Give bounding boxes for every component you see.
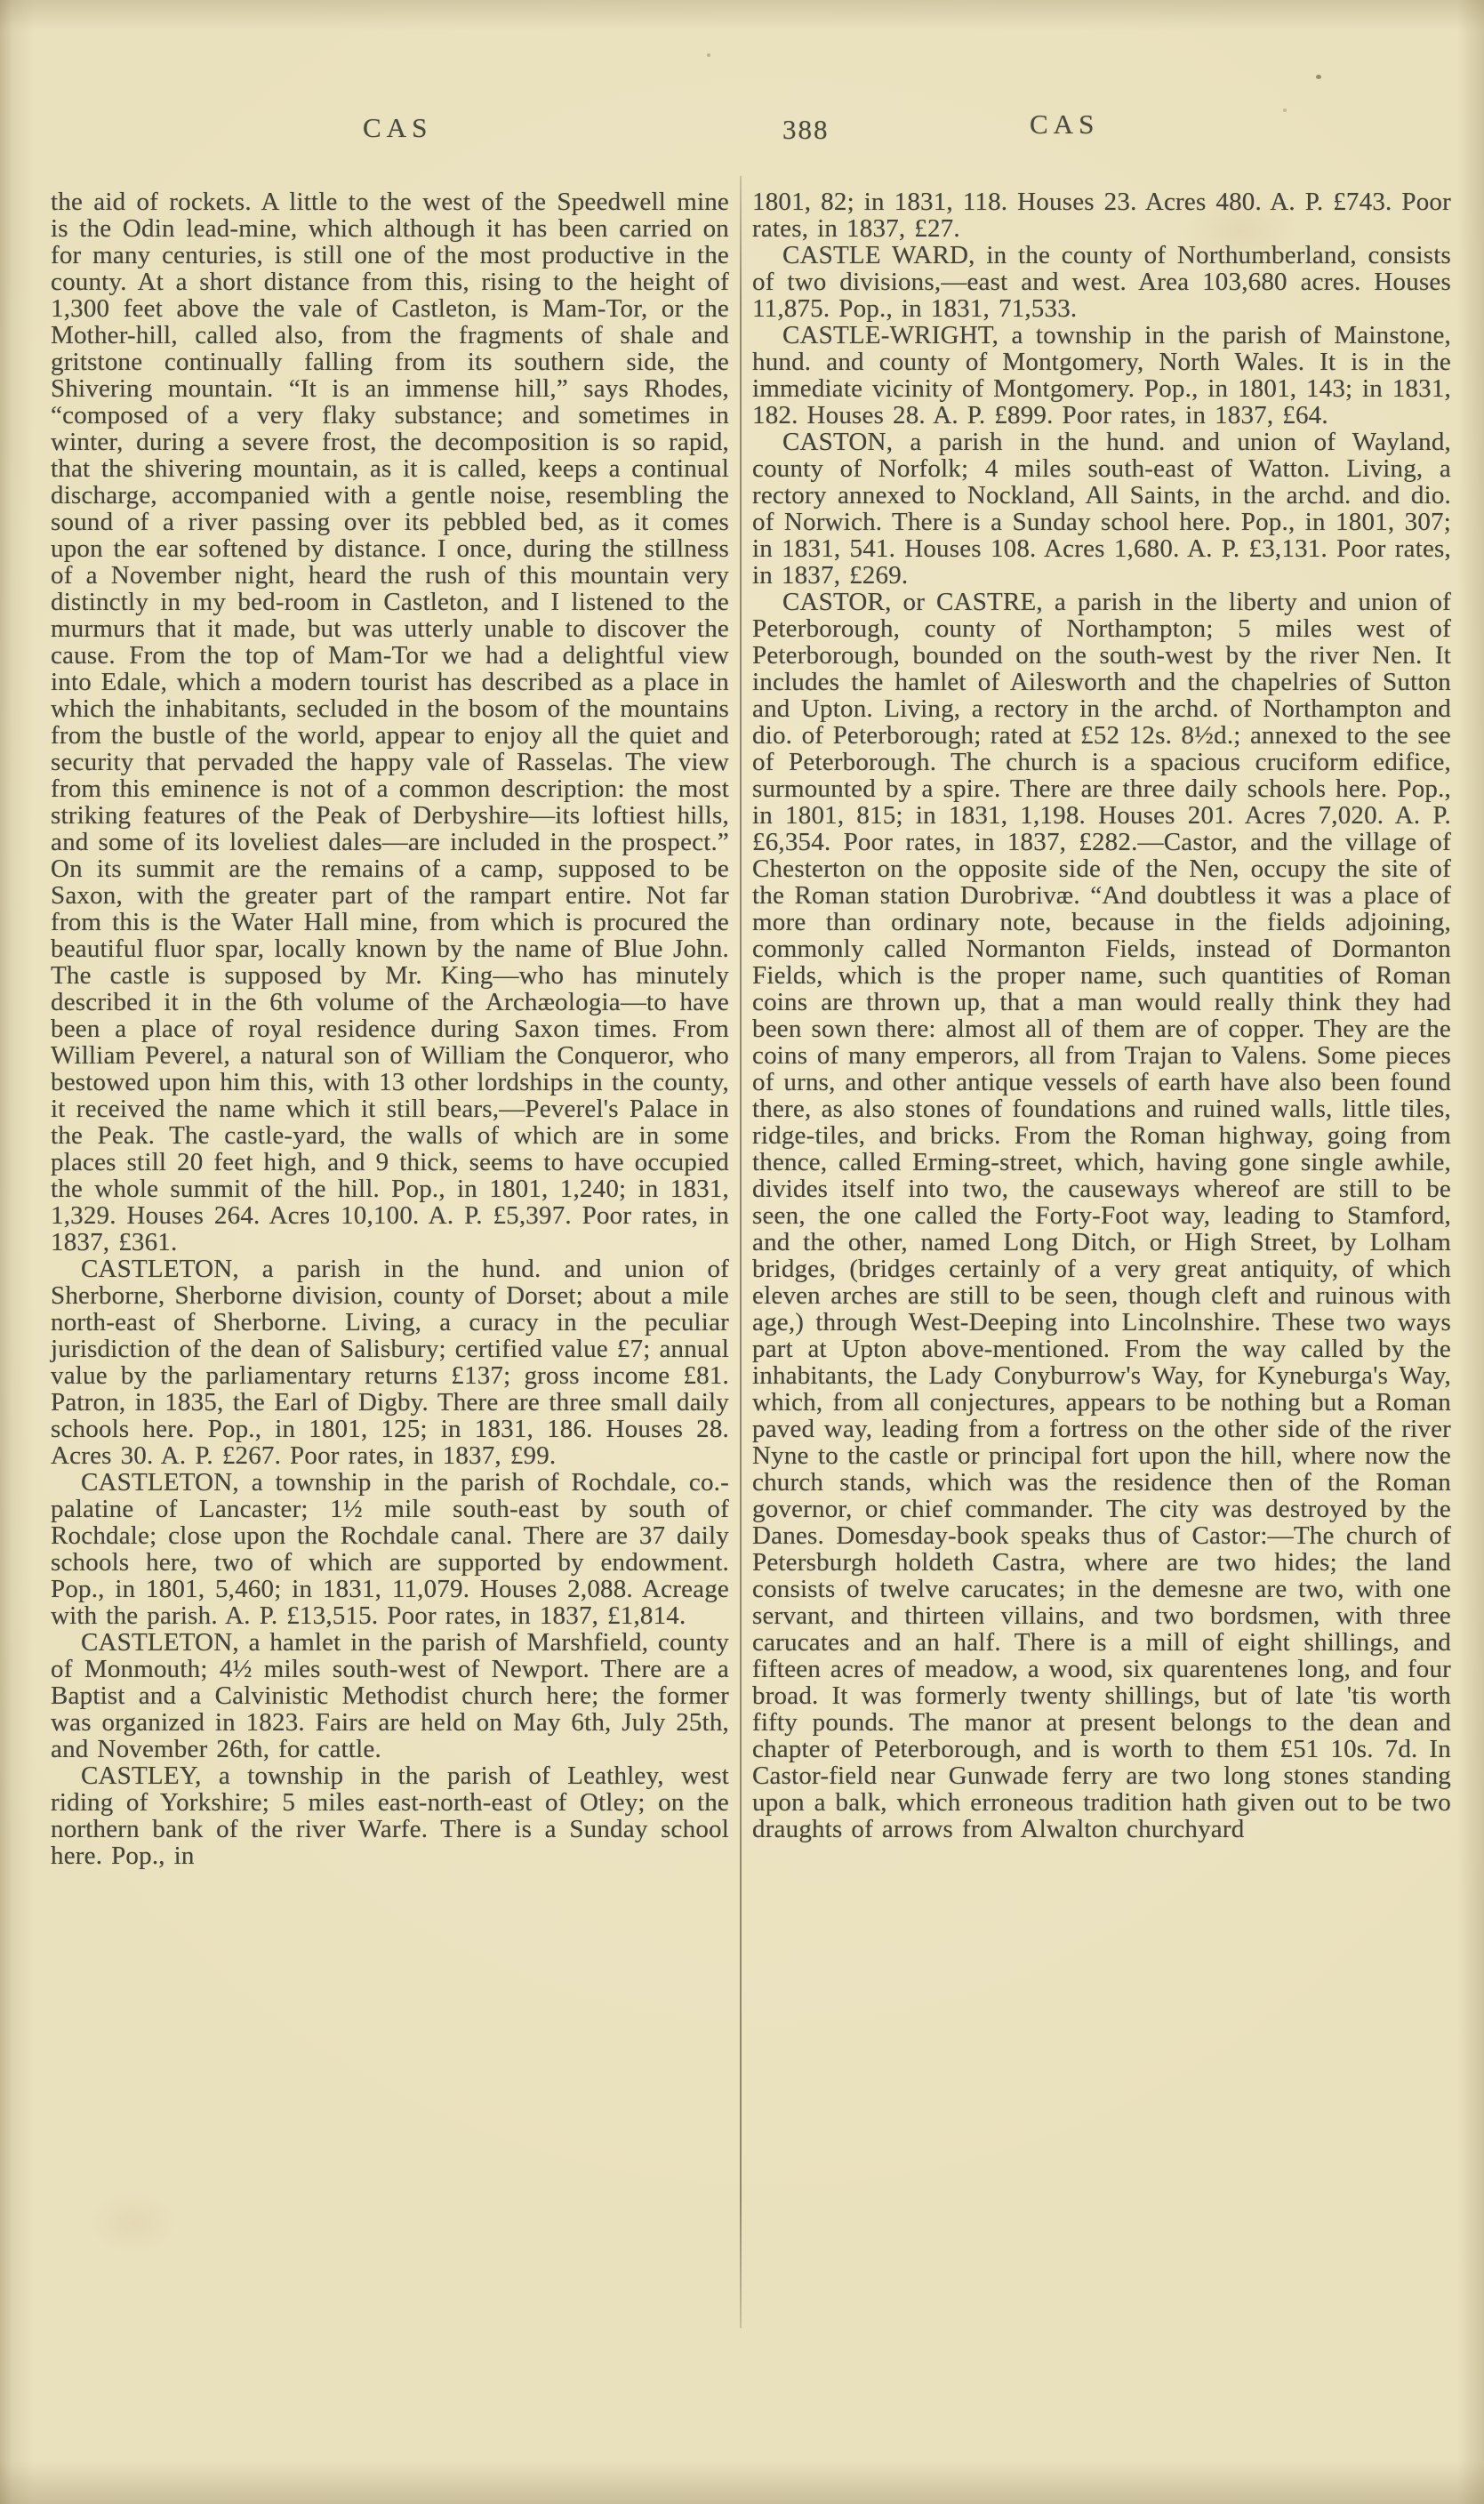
entry-castle-wright: CASTLE-WRIGHT, a township in the parish of Mainstone, hund. and county of Montgomery, North Wales. It is in the immediate vicinity of Montgomery. Pop., in 1801, 143; in 1831, 182. Houses 28. A. P. £899. Poor rates, in 1837, £64. [752, 321, 1451, 429]
page-number: 388 [782, 114, 830, 145]
running-head-right: CAS [1030, 108, 1100, 140]
entry-castley: CASTLEY, a township in the parish of Leathley, west riding of Yorkshire; 5 miles east-north-east of Otley; on the northern bank of the river Warfe. There is a Sunday school here. Pop., in [51, 1762, 729, 1870]
entry-castor: CASTOR, or CASTRE, a parish in the liberty and union of Peterborough, county of Northampton; 5 miles west of Peterborough, bounded on the south-west by the river Nen. It includes the hamlet of Ailesworth and the chapelries of Sutton and Upton. Living, a rectory in the archd. of Northampton and dio. of Peterborough; rated at £52 12s. 8½d.; annexed to the see of Peterborough. The church is a spacious cruciform edifice, surmounted by a spire. There are three daily schools here. Pop., in 1801, 815; in 1831, 1,198. Houses 201. Acres 7,020. A. P. £6,354. Poor rates, in 1837, £282.—Castor, and the village of Chesterton on the opposite side of the Nen, occupy the site of the Roman station Durobrivæ. “And doubtless it was a place of more than ordinary note, because in the fields adjoining, commonly called Normanton Fields, instead of Dormanton Fields, which is the proper name, such quantities of Roman coins are thrown up, that a man would really think they had been sown there: almost all of them are of copper. They are the coins of many emperors, all from Trajan to Valens. Some pieces of urns, and other antique vessels of earth have also been found there, as also stones of foundations and ruined walls, little tiles, ridge-tiles, and bricks. From the Roman highway, going from thence, called Erming-street, which, having gone single awhile, divides itself into two, the causeways whereof are still to be seen, the one called the Forty-Foot way, leading to Stamford, and the other, named Long Ditch, or High Street, by Lolham bridges, (bridges certainly of a very great antiquity, of which eleven arches are still to be seen, though cleft and ruinous with age,) through West-Deeping into Lincolnshire. These two ways part at Upton above-mentioned. From the way called by the inhabitants, the Lady Conyburrow's Way, for Kyneburga's Way, which, from all conjectures, appears to be nothing but a Roman paved way, leading from a fortress on the other side of the river Nyne to the castle or principal fort upon the hill, where now the church stands, which was the residence then of the Roman governor, or chief commander. The city was destroyed by the Danes. Domesday-book speaks thus of Castor:—The church of Petersburgh holdeth Castra, where are two hides; the land consists of twelve carucates; in the demesne are two, with one servant, and thirteen villains, and two bordsmen, with three carucates and an half. There is a mill of eight shillings, and fifteen acres of meadow, a wood, six quarentenes long, and four broad. It was formerly twenty shillings, but of late 'tis worth fifty pounds. The manor at present belongs to the dean and chapter of Peterborough, and is worth to them £51 10s. 7d. In Castor-field near Gunwade ferry are two long stones standing upon a balk, which erroneous tradition hath given out to be two draughts of arrows from Alwalton churchyard [752, 588, 1451, 1843]
entry-caston: CASTON, a parish in the hund. and union of Wayland, county of Norfolk; 4 miles south-east of Watton. Living, a rectory annexed to Nockland, All Saints, in the archd. and dio. of Norwich. There is a Sunday school here. Pop., in 1801, 307; in 1831, 541. Houses 108. Acres 1,680. A. P. £3,131. Poor rates, in 1837, £269. [752, 428, 1451, 590]
running-head-left: CAS [363, 112, 433, 143]
entry-castleton-marshfield: CASTLETON, a hamlet in the parish of Marshfield, county of Monmouth; 4½ miles south-west of Newport. There are a Baptist and a Calvinistic Methodist church here; the former was organized in 1823. Fairs are held on May 6th, July 25th, and November 26th, for cattle. [51, 1628, 729, 1763]
entry-castle-ward: CASTLE WARD, in the county of Northumberland, consists of two divisions,—east and west. Area 103,680 acres. Houses 11,875. Pop., in 1831, 71,533. [752, 241, 1451, 323]
scan-speck [1316, 75, 1321, 79]
entry-castleton-dorset: CASTLETON, a parish in the hund. and union of Sherborne, Sherborne division, county of Dorset; about a mile north-east of Sherborne. Living, a curacy in the peculiar jurisdiction of the dean of Salisbury; certified value £7; annual value by the parliamentary returns £137; gross income £81. Patron, in 1835, the Earl of Digby. There are three small daily schools here. Pop., in 1801, 125; in 1831, 186. Houses 28. Acres 30. A. P. £267. Poor rates, in 1837, £99. [51, 1255, 729, 1470]
entry-castleton-rochdale: CASTLETON, a township in the parish of Rochdale, co.-palatine of Lancaster; 1½ mile south-east by south of Rochdale; close upon the Rochdale canal. There are 37 daily schools here, two of which are supported by endowment. Pop., in 1801, 5,460; in 1831, 11,079. Houses 2,088. Acreage with the parish. A. P. £13,515. Poor rates, in 1837, £1,814. [51, 1468, 729, 1630]
continuation-paragraph-castleton-derbyshire: the aid of rockets. A little to the west of the Speedwell mine is the Odin lead-mine, which although it has been carried on for many centuries, is still one of the most productive in the county. At a short distance from this, rising to the height of 1,300 feet above the vale of Castleton, is Mam-Tor, or the Mother-hill, called also, from the fragments of shale and gritstone continually falling from its southern side, the Shivering mountain. “It is an immense hill,” says Rhodes, “composed of a very flaky substance; and sometimes in winter, during a severe frost, the decomposition is so rapid, that the shivering mountain, as it is called, keeps a continual discharge, accompanied with a gentle noise, resembling the sound of a river passing over its pebbled bed, as it comes upon the ear softened by distance. I once, during the stillness of a November night, heard the rush of this mountain very distinctly in my bed-room in Castleton, and I listened to the murmurs that it made, but was utterly unable to discover the cause. From the top of Mam-Tor we had a delightful view into Edale, which a modern tourist has described as a place in which the inhabitants, secluded in the bosom of the mountains from the bustle of the world, appear to enjoy all the quiet and security that pervaded the happy vale of Rasselas. The view from this eminence is not of a common description: the most striking features of the Peak of Derbyshire—its loftiest hills, and some of its loveliest dales—are included in the prospect.” On its summit are the remains of a camp, supposed to be Saxon, with the greater part of the rampart entire. Not far from this is the Water Hall mine, from which is procured the beautiful fluor spar, locally known by the name of Blue John. The castle is supposed by Mr. King—who has minutely described it in the 6th volume of the Archæologia—to have been a place of royal residence during Saxon times. From William Peverel, a natural son of William the Conqueror, who bestowed upon him this, with 13 other lordships in the county, it received the name which it still bears,—Peverel's Palace in the Peak. The castle-yard, the walls of which are in some places still 20 feet high, and 9 thick, seems to have occupied the whole summit of the hill. Pop., in 1801, 1,240; in 1831, 1,329. Houses 264. Acres 10,100. A. P. £5,397. Poor rates, in 1837, £361. [51, 188, 729, 1256]
right-column [752, 189, 1451, 1842]
continuation-paragraph-castley: 1801, 82; in 1831, 118. Houses 23. Acres 480. A. P. £743. Poor rates, in 1837, £27. [752, 188, 1451, 243]
scan-speck [1283, 108, 1287, 112]
scan-speck [707, 53, 710, 57]
left-column [51, 189, 729, 1869]
column-divider-rule [740, 176, 742, 2328]
